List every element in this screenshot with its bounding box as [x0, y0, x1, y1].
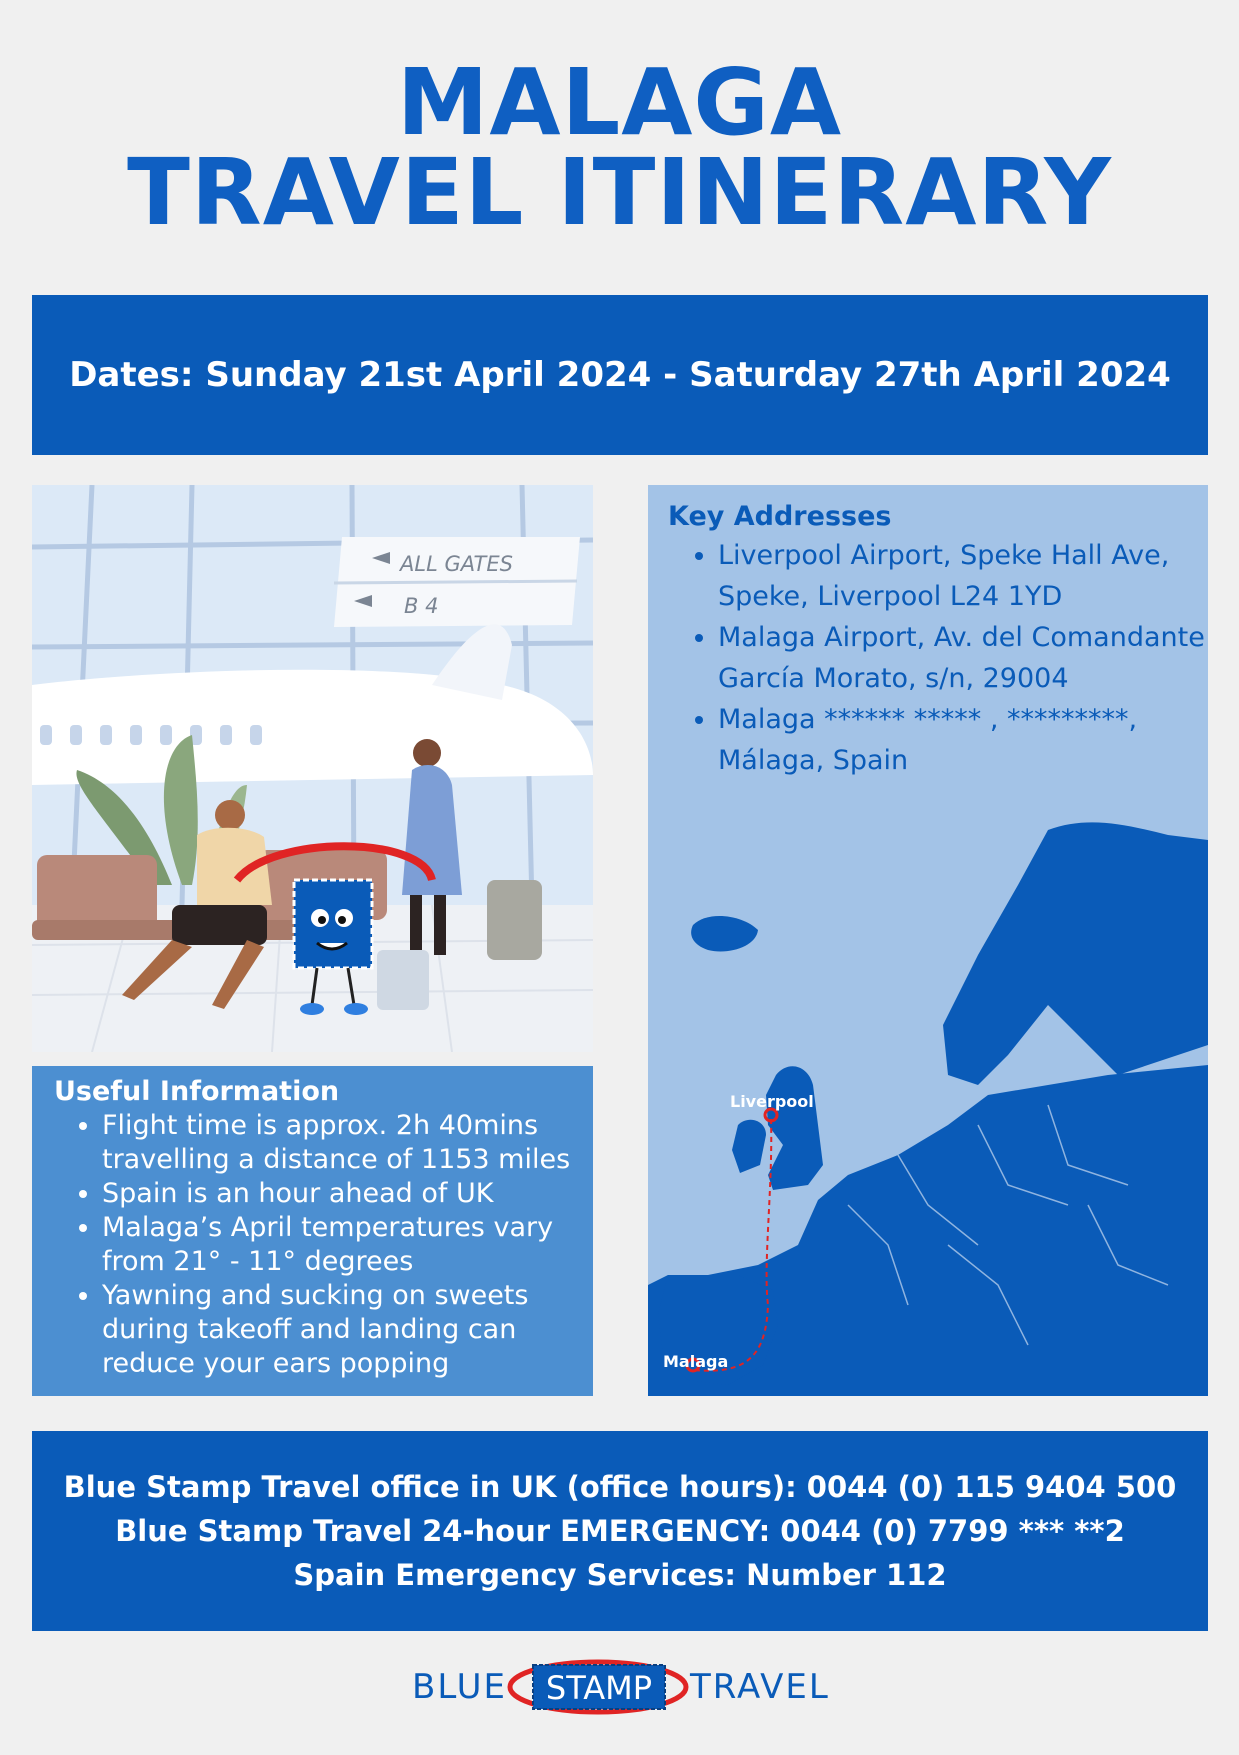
useful-information-panel [32, 1066, 593, 1396]
contact-footer [32, 1431, 1208, 1631]
logo-text-blue: BLUE [412, 1667, 507, 1707]
title-line-2: TRAVEL ITINERARY [127, 139, 1112, 246]
airport-illustration [32, 485, 593, 1052]
list-item: • Flight time is approx. 2h 40mins travelling a distance of 1153 miles [102, 1109, 573, 1177]
sign-gate: B 4 [404, 594, 439, 618]
useful-information-heading: Useful Information [54, 1076, 340, 1107]
list-item: • Malaga ****** ***** , *********, Málaga, Spain [718, 699, 1208, 781]
airport-scene-image [32, 485, 593, 1052]
key-addresses-panel [648, 485, 1208, 1396]
emergency-contact: Blue Stamp Travel 24-hour EMERGENCY: 0044 (0) 7799 *** **2 [115, 1514, 1125, 1548]
list-item: • Malaga Airport, Av. del Comandante García Morato, s/n, 29004 [718, 617, 1208, 699]
title-line-1: MALAGA [396, 49, 843, 156]
logo-text-travel: TRAVEL [690, 1667, 830, 1707]
list-item: • Liverpool Airport, Speke Hall Ave, Speke, Liverpool L24 1YD [718, 535, 1208, 617]
sign-all-gates: ALL GATES [400, 552, 513, 576]
blue-stamp-travel-logo [0, 1655, 1239, 1715]
list-item: • Malaga’s April temperatures vary from 21° - 11° degrees [102, 1211, 573, 1279]
map-label-liverpool: Liverpool [730, 1092, 814, 1111]
dates-banner [32, 295, 1208, 455]
list-item: • Yawning and sucking on sweets during takeoff and landing can reduce your ears popping [102, 1279, 573, 1381]
map-label-malaga: Malaga [663, 1352, 729, 1371]
spain-emergency: Spain Emergency Services: Number 112 [293, 1558, 947, 1592]
useful-information-list [54, 1109, 573, 1381]
logo-text-stamp: STAMP [545, 1669, 653, 1707]
key-addresses-heading: Key Addresses [668, 501, 892, 532]
key-addresses-list [668, 535, 1208, 781]
office-contact: Blue Stamp Travel office in UK (office hours): 0044 (0) 115 9404 500 [63, 1470, 1177, 1504]
page-title [0, 49, 1239, 246]
list-item: • Spain is an hour ahead of UK [102, 1177, 573, 1211]
dates-text: Dates: Sunday 21st April 2024 - Saturday 27th April 2024 [69, 355, 1171, 395]
